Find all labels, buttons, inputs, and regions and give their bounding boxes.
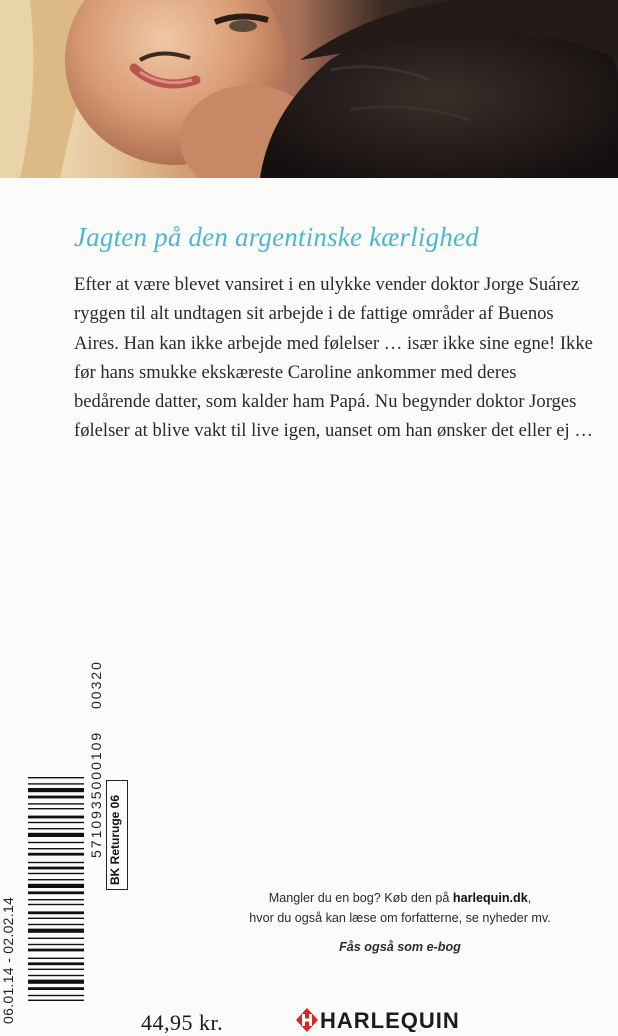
- publisher-name: HARLEQUIN: [320, 1008, 460, 1032]
- cover-photo: [0, 0, 618, 178]
- date-range: 06.01.14 - 02.02.14: [0, 896, 16, 1024]
- return-week-label: BK Returuge 06: [108, 794, 122, 885]
- barcode-addon-digits: 00320: [88, 660, 104, 709]
- book-blurb: Efter at være blevet vansiret i en ulykke vender doktor Jorge Suárez ryggen til alt undtagen sit arbejde i de fattige områder af Buenos Aires. Han kan ikke arbejde med følelser … især ikke sine egne! Ikke før hans smukke ekskæreste Caroline ankommer med deres bedårende datter, som kalder ham Papá. Nu begynder doktor Jorges følelser at blive vakt til live igen, uanset om han ønsker det eller ej …: [74, 274, 593, 442]
- ebook-note: Fås også som e-bog: [339, 940, 461, 954]
- store-info-suffix: ,: [527, 891, 532, 905]
- book-tagline: Jagten på den argentinske kærlighed: [74, 222, 479, 252]
- harlequin-diamond-icon: [296, 1008, 318, 1032]
- barcode-bars: [28, 775, 84, 1027]
- barcode-number: [88, 660, 104, 858]
- barcode-digits: 5710935000109: [88, 730, 104, 858]
- return-week-box: [106, 780, 128, 890]
- couple-photo-illustration: [0, 0, 618, 178]
- store-link[interactable]: harlequin.dk: [452, 891, 528, 905]
- store-info: [200, 888, 600, 928]
- publisher-logo: [296, 1006, 466, 1032]
- store-info-line2: hvor du også kan læse om forfatterne, se nyheder mv.: [249, 911, 551, 925]
- price: 44,95 kr.: [141, 1010, 224, 1035]
- store-info-prefix: Mangler du en bog? Køb den på: [268, 891, 453, 905]
